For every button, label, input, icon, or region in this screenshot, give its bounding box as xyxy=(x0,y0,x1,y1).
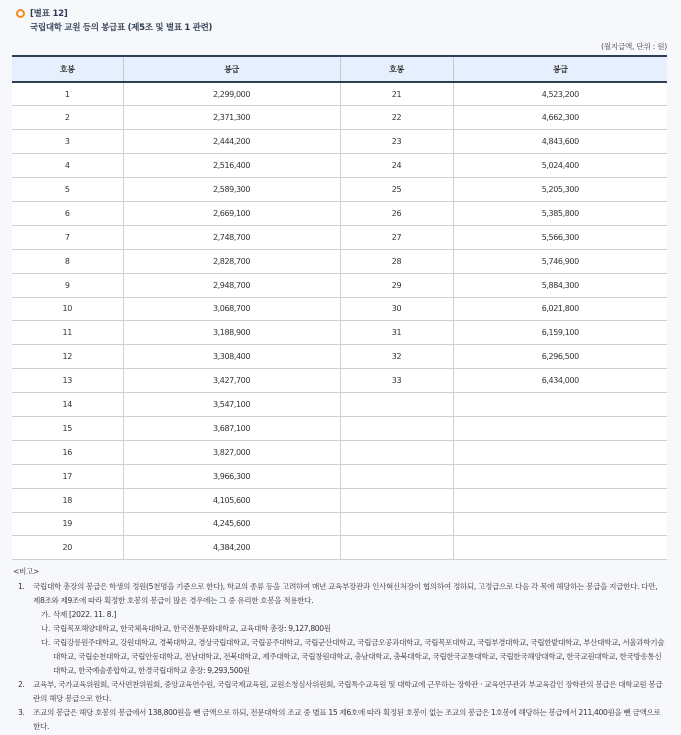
column-header-grade: 호봉 xyxy=(340,56,453,82)
remarks-section xyxy=(12,566,669,734)
subitem-text: 삭제 [2022. 11. 8.] xyxy=(53,610,116,620)
salary-cell: 3,547,100 xyxy=(123,393,340,417)
salary-cell xyxy=(453,416,667,440)
grade-cell: 24 xyxy=(340,154,453,178)
annex-label-row xyxy=(12,7,669,19)
salary-cell: 2,669,100 xyxy=(123,201,340,225)
salary-cell: 3,966,300 xyxy=(123,464,340,488)
salary-cell: 6,159,100 xyxy=(453,321,667,345)
document-header xyxy=(12,0,669,53)
salary-cell: 3,687,100 xyxy=(123,416,340,440)
grade-cell xyxy=(340,416,453,440)
page-title: 국립대학 교원 등의 봉급표 (제5조 및 별표 1 관련) xyxy=(30,23,213,33)
table-row xyxy=(12,464,667,488)
remark-item xyxy=(18,706,669,734)
grade-cell: 12 xyxy=(12,345,123,369)
grade-cell: 7 xyxy=(12,225,123,249)
salary-cell: 2,748,700 xyxy=(123,225,340,249)
grade-cell: 14 xyxy=(12,393,123,417)
salary-cell xyxy=(453,393,667,417)
table-row xyxy=(12,440,667,464)
grade-cell: 13 xyxy=(12,369,123,393)
salary-cell: 5,024,400 xyxy=(453,154,667,178)
salary-cell: 2,444,200 xyxy=(123,130,340,154)
remark-subitem xyxy=(41,636,669,678)
grade-cell: 6 xyxy=(12,201,123,225)
table-row xyxy=(12,273,667,297)
grade-cell: 2 xyxy=(12,106,123,130)
salary-cell: 6,021,800 xyxy=(453,297,667,321)
orange-circle-bullet-icon xyxy=(16,9,25,18)
salary-cell: 4,662,300 xyxy=(453,106,667,130)
salary-cell: 2,299,000 xyxy=(123,82,340,106)
salary-cell: 4,523,200 xyxy=(453,82,667,106)
remark-number: 2. xyxy=(18,680,25,690)
grade-cell: 26 xyxy=(340,201,453,225)
remark-text: 국립대학 총장의 봉급은 학생의 정원(5천명을 기준으로 한다), 학교의 종류 등을 고려하여 매년 교육부장관과 인사혁신처장이 협의하여 정하되, 고정급으로 다음 각 목에 해당하는 봉급을 지급한다. 다만, 제8조와 제9조에 따라 획정한 호봉의 봉급이 많은 경우에는 그 중 유리한 호봉을 적용한다. xyxy=(33,582,658,606)
salary-cell: 2,948,700 xyxy=(123,273,340,297)
salary-cell: 3,427,700 xyxy=(123,369,340,393)
salary-cell: 2,589,300 xyxy=(123,178,340,202)
salary-cell: 5,205,300 xyxy=(453,178,667,202)
grade-cell: 18 xyxy=(12,488,123,512)
grade-cell xyxy=(340,464,453,488)
salary-cell: 6,296,500 xyxy=(453,345,667,369)
table-row xyxy=(12,106,667,130)
remark-item xyxy=(18,678,669,706)
grade-cell: 31 xyxy=(340,321,453,345)
remark-subitem xyxy=(41,608,669,622)
grade-cell: 25 xyxy=(340,178,453,202)
table-row xyxy=(12,416,667,440)
salary-cell: 3,308,400 xyxy=(123,345,340,369)
column-header-salary: 봉급 xyxy=(453,56,667,82)
remark-subitem xyxy=(41,622,669,636)
grade-cell: 22 xyxy=(340,106,453,130)
table-row xyxy=(12,178,667,202)
table-row xyxy=(12,369,667,393)
table-row xyxy=(12,82,667,106)
salary-cell xyxy=(453,440,667,464)
grade-cell xyxy=(340,393,453,417)
salary-cell: 4,843,600 xyxy=(453,130,667,154)
grade-cell: 23 xyxy=(340,130,453,154)
grade-cell: 8 xyxy=(12,249,123,273)
salary-cell: 3,188,900 xyxy=(123,321,340,345)
subitem-text: 국립목포해양대학교, 한국체육대학교, 한국전통문화대학교, 교육대학 총장: 9,127,800원 xyxy=(53,624,331,634)
table-header-row xyxy=(12,56,667,82)
grade-cell: 15 xyxy=(12,416,123,440)
salary-cell: 5,884,300 xyxy=(453,273,667,297)
grade-cell xyxy=(340,440,453,464)
grade-cell: 33 xyxy=(340,369,453,393)
grade-cell: 28 xyxy=(340,249,453,273)
remark-number: 1. xyxy=(18,582,25,592)
table-row xyxy=(12,201,667,225)
grade-cell: 1 xyxy=(12,82,123,106)
remark-text: 조교의 봉급은 해당 호봉의 봉급에서 138,800원을 뺀 금액으로 하되, 전문대학의 조교 중 별표 15 제6호에 따라 획정된 호봉이 없는 조교의 봉급은 1호봉에 해당하는 봉급에서 211,400원을 뺀 금액으로 한다. xyxy=(33,708,661,732)
table-row xyxy=(12,488,667,512)
grade-cell: 4 xyxy=(12,154,123,178)
subitem-text: 국립강릉원주대학교, 강원대학교, 경북대학교, 경상국립대학교, 국립공주대학교, 국립군산대학교, 국립금오공과대학교, 국립목포대학교, 국립부경대학교, 국립한밭대학교, 부산대학교, 서울과학기술대학교, 국립순천대학교, 국립안동대학교, 전남대학교, 전북대학교, 제주대학교, 국립창원대학교, 충남대학교, 충북대학교, 국립한국교통대학교, 국립한국해양대학교, 한국교원대학교, 한국방송통신대학교, 한국예술종합학교, 한경국립대학교 총장: 9,293,500원 xyxy=(53,638,665,676)
salary-cell: 5,746,900 xyxy=(453,249,667,273)
subitem-marker: 가. xyxy=(41,610,51,620)
grade-cell: 19 xyxy=(12,512,123,536)
salary-cell: 2,516,400 xyxy=(123,154,340,178)
salary-cell xyxy=(453,464,667,488)
salary-cell: 2,828,700 xyxy=(123,249,340,273)
salary-table xyxy=(12,55,667,560)
remarks-title: <비고> xyxy=(13,567,39,577)
grade-cell: 20 xyxy=(12,536,123,560)
salary-cell xyxy=(453,488,667,512)
grade-cell xyxy=(340,512,453,536)
table-row xyxy=(12,249,667,273)
grade-cell: 5 xyxy=(12,178,123,202)
grade-cell: 17 xyxy=(12,464,123,488)
grade-cell xyxy=(340,536,453,560)
table-row xyxy=(12,154,667,178)
salary-cell: 3,827,000 xyxy=(123,440,340,464)
remark-item xyxy=(18,580,669,608)
table-row xyxy=(12,512,667,536)
subitem-marker: 나. xyxy=(41,624,51,634)
salary-cell: 4,105,600 xyxy=(123,488,340,512)
salary-cell xyxy=(453,536,667,560)
grade-cell: 32 xyxy=(340,345,453,369)
grade-cell: 11 xyxy=(12,321,123,345)
unit-caption: (월지급액, 단위 : 원) xyxy=(601,42,667,51)
salary-cell xyxy=(453,512,667,536)
salary-cell: 6,434,000 xyxy=(453,369,667,393)
grade-cell: 16 xyxy=(12,440,123,464)
salary-cell: 3,068,700 xyxy=(123,297,340,321)
table-row xyxy=(12,536,667,560)
remark-number: 3. xyxy=(18,708,25,718)
salary-cell: 5,566,300 xyxy=(453,225,667,249)
column-header-grade: 호봉 xyxy=(12,56,123,82)
table-row xyxy=(12,297,667,321)
subitem-marker: 다. xyxy=(41,638,51,648)
table-row xyxy=(12,345,667,369)
grade-cell: 30 xyxy=(340,297,453,321)
remark-text: 교육부, 국가교육위원회, 국사편찬위원회, 중앙교육연수원, 국립국제교육원, 교원소청심사위원회, 국립특수교육원 및 대학교에 근무하는 장학관 · 교육연구관과 부교육감인 장학관의 봉급은 대학교원 봉급란의 해당 봉급으로 한다. xyxy=(33,680,663,704)
column-header-salary: 봉급 xyxy=(123,56,340,82)
grade-cell: 21 xyxy=(340,82,453,106)
salary-cell: 5,385,800 xyxy=(453,201,667,225)
salary-cell: 2,371,300 xyxy=(123,106,340,130)
annex-label: [별표 12] xyxy=(30,9,68,19)
table-row xyxy=(12,130,667,154)
grade-cell: 27 xyxy=(340,225,453,249)
grade-cell xyxy=(340,488,453,512)
grade-cell: 9 xyxy=(12,273,123,297)
grade-cell: 10 xyxy=(12,297,123,321)
table-row xyxy=(12,321,667,345)
table-row xyxy=(12,225,667,249)
grade-cell: 29 xyxy=(340,273,453,297)
table-row xyxy=(12,393,667,417)
salary-cell: 4,245,600 xyxy=(123,512,340,536)
grade-cell: 3 xyxy=(12,130,123,154)
salary-cell: 4,384,200 xyxy=(123,536,340,560)
